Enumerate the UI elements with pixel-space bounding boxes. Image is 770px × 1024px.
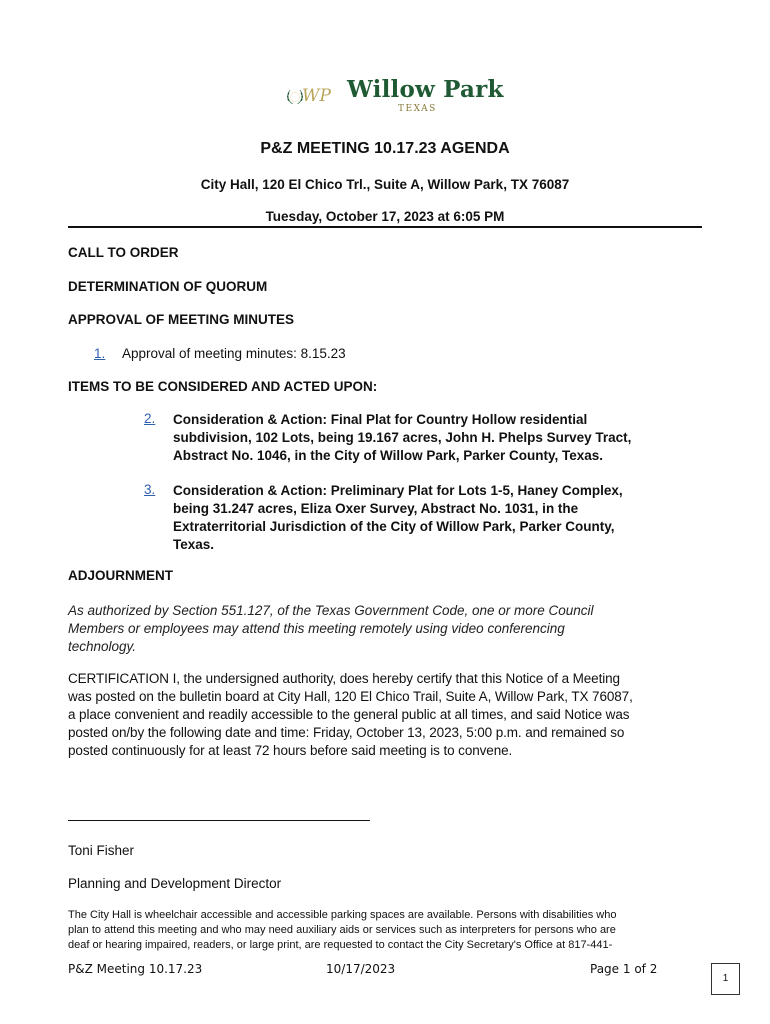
item-1-link[interactable]: 1. [94, 346, 106, 361]
accessibility-line: deaf or hearing impaired, readers, or large print, are requested to contact the City Secretary's Office at 817-441- [68, 939, 613, 951]
page-number-badge: 1 [711, 963, 740, 995]
accessibility-line: The City Hall is wheelchair accessible and accessible parking spaces are available. Persons with disabilities who [68, 909, 617, 921]
section-call-to-order: CALL TO ORDER [68, 245, 179, 260]
item-2-line: Consideration & Action: Final Plat for Country Hollow residential [173, 412, 588, 427]
logo-subtitle: TEXAS [398, 104, 437, 114]
logo-initials: WP [302, 86, 331, 106]
item-2-link[interactable]: 2. [144, 411, 156, 426]
remote-attendance-notice [68, 602, 708, 656]
signature-line [68, 820, 370, 821]
footer-left: P&Z Meeting 10.17.23 [68, 962, 203, 976]
notice-line: As authorized by Section 551.127, of the Texas Government Code, one or more Council [68, 603, 594, 618]
item-3-link[interactable]: 3. [144, 482, 156, 497]
section-adjournment: ADJOURNMENT [68, 568, 174, 583]
meeting-address: City Hall, 120 El Chico Trl., Suite A, Willow Park, TX 76087 [200, 177, 570, 192]
signer-name: Toni Fisher [68, 843, 135, 858]
item-3-line: Consideration & Action: Preliminary Plat for Lots 1-5, Haney Complex, [173, 483, 623, 498]
certification-line: a place convenient and readily accessible to the general public at all times, and said Notice was [68, 707, 630, 722]
footer-date: 10/17/2023 [326, 962, 396, 976]
certification-line: posted on/by the following date and time: Friday, October 13, 2023, 5:00 p.m. and remained so [68, 725, 625, 740]
section-items: ITEMS TO BE CONSIDERED AND ACTED UPON: [68, 379, 378, 394]
item-2-line: Abstract No. 1046, in the City of Willow Park, Parker County, Texas. [173, 448, 603, 463]
footer-page: Page 1 of 2 [590, 962, 658, 976]
item-2-text [173, 411, 631, 465]
logo-name: Willow Park [347, 76, 504, 103]
item-3-text [173, 482, 623, 554]
notice-line: technology. [68, 639, 137, 654]
certification-line: posted continuously for at least 72 hours before said meeting is to convene. [68, 743, 513, 758]
signer-title: Planning and Development Director [68, 876, 282, 891]
item-2-line: subdivision, 102 Lots, being 19.167 acres, John H. Phelps Survey Tract, [173, 430, 632, 445]
notice-line: Members or employees may attend this meeting remotely using video conferencing [68, 621, 565, 636]
certification-paragraph [68, 670, 718, 760]
item-1-text: Approval of meeting minutes: 8.15.23 [122, 346, 346, 361]
item-3-line: Extraterritorial Jurisdiction of the City of Willow Park, Parker County, [173, 519, 615, 534]
item-3-line: being 31.247 acres, Eliza Oxer Survey, Abstract No. 1031, in the [173, 501, 579, 516]
certification-line: CERTIFICATION I, the undersigned authority, does hereby certify that this Notice of a Meeting [68, 671, 620, 686]
section-quorum: DETERMINATION OF QUORUM [68, 279, 268, 294]
certification-line: was posted on the bulletin board at City Hall, 120 El Chico Trail, Suite A, Willow Park, TX 76087, [68, 689, 633, 704]
meeting-datetime: Tuesday, October 17, 2023 at 6:05 PM [265, 209, 505, 224]
accessibility-notice [68, 908, 708, 953]
item-3-line: Texas. [173, 537, 215, 552]
accessibility-line: plan to attend this meeting and who may need auxiliary aids or services such as interpreters for persons who are [68, 924, 616, 936]
header-divider [68, 226, 702, 228]
page-title: P&Z MEETING 10.17.23 AGENDA [260, 140, 510, 157]
section-minutes: APPROVAL OF MEETING MINUTES [68, 312, 295, 327]
